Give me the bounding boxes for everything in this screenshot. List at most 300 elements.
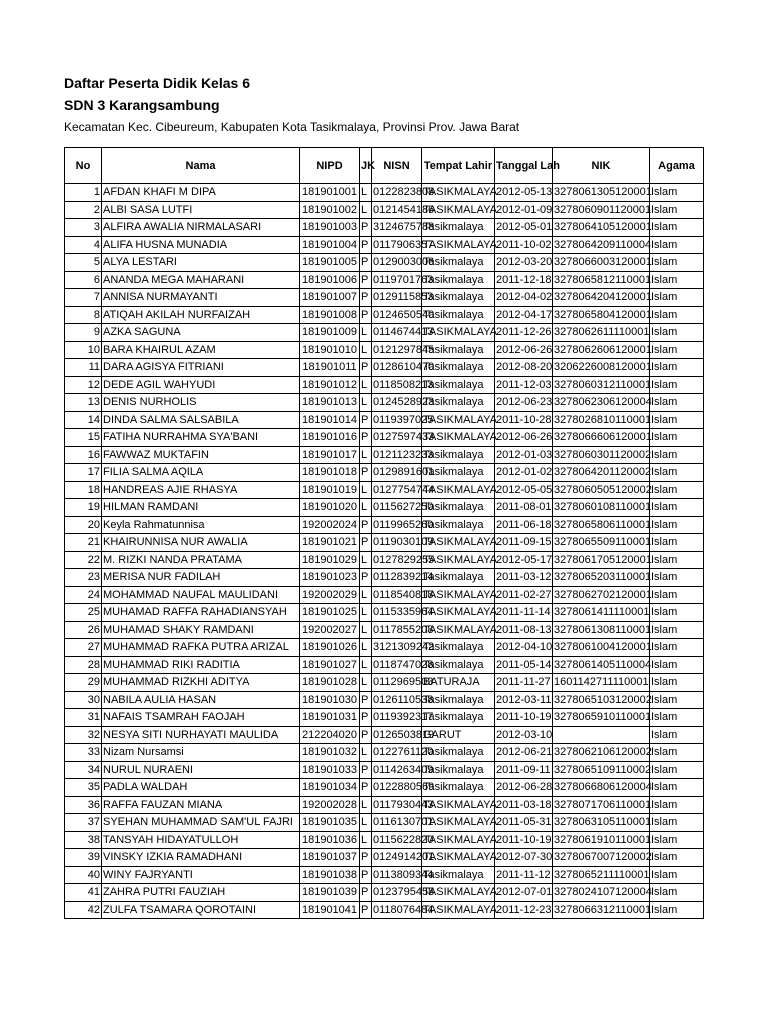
cell-tempat-lahir: Tasikmalaya (422, 219, 495, 237)
cell-agama: Islam (650, 306, 704, 324)
cell-no: 21 (65, 534, 102, 552)
cell-jk: L (360, 604, 372, 622)
cell-nipd: 181901002 (300, 201, 360, 219)
col-header-tempat-lahir: Tempat Lahir (422, 148, 495, 184)
cell-agama: Islam (650, 604, 704, 622)
cell-nama: WINY FAJRYANTI (102, 866, 300, 884)
cell-no: 40 (65, 866, 102, 884)
cell-agama: Islam (650, 324, 704, 342)
cell-tempat-lahir: TASIKMALAYA (422, 849, 495, 867)
cell-tanggal-lahir: 2011-12-18 (495, 271, 553, 289)
table-row (65, 411, 704, 429)
table-row (65, 341, 704, 359)
cell-nama: MUHAMAD SHAKY RAMDANI (102, 621, 300, 639)
cell-agama: Islam (650, 411, 704, 429)
cell-tempat-lahir: Tasikmalaya (422, 779, 495, 797)
cell-tempat-lahir: TASIKMALAYA (422, 551, 495, 569)
cell-no: 23 (65, 569, 102, 587)
cell-jk: P (360, 849, 372, 867)
cell-nama: Nizam Nursamsi (102, 744, 300, 762)
cell-agama: Islam (650, 849, 704, 867)
cell-nama: SYEHAN MUHAMMAD SAM'UL FAJRI (102, 814, 300, 832)
cell-nama: ALIFA HUSNA MUNADIA (102, 236, 300, 254)
cell-nipd: 192002024 (300, 516, 360, 534)
table-row (65, 674, 704, 692)
cell-nipd: 181901035 (300, 814, 360, 832)
cell-nik: 3278065211110001 (553, 866, 650, 884)
cell-tempat-lahir: Tasikmalaya (422, 691, 495, 709)
cell-no: 34 (65, 761, 102, 779)
cell-nik: 3278067007120002 (553, 849, 650, 867)
cell-nipd: 192002029 (300, 586, 360, 604)
table-row (65, 271, 704, 289)
cell-agama: Islam (650, 464, 704, 482)
cell-jk: P (360, 306, 372, 324)
cell-tempat-lahir: Tasikmalaya (422, 464, 495, 482)
cell-nama: HILMAN RAMDANI (102, 499, 300, 517)
cell-no: 10 (65, 341, 102, 359)
cell-tempat-lahir: TASIKMALAYA (422, 621, 495, 639)
cell-agama: Islam (650, 184, 704, 202)
cell-tempat-lahir: TASIKMALAYA (422, 236, 495, 254)
cell-nama: NAFAIS TSAMRAH FAOJAH (102, 709, 300, 727)
cell-nik: 3278060505120002 (553, 481, 650, 499)
cell-nik: 3278066606120001 (553, 429, 650, 447)
cell-tanggal-lahir: 2011-05-14 (495, 656, 553, 674)
table-row (65, 779, 704, 797)
cell-tempat-lahir: TASIKMALAYA (422, 586, 495, 604)
cell-jk: P (360, 534, 372, 552)
cell-nik: 3206226008120001 (553, 359, 650, 377)
school-name: SDN 3 Karangsambung (64, 97, 220, 113)
table-row (65, 516, 704, 534)
cell-nipd: 181901021 (300, 534, 360, 552)
cell-jk: L (360, 201, 372, 219)
cell-tempat-lahir: GARUT (422, 726, 495, 744)
cell-no: 30 (65, 691, 102, 709)
cell-no: 28 (65, 656, 102, 674)
cell-nik: 3278065109110002 (553, 761, 650, 779)
cell-tanggal-lahir: 2012-05-01 (495, 219, 553, 237)
cell-tanggal-lahir: 2011-11-12 (495, 866, 553, 884)
cell-tanggal-lahir: 2012-05-05 (495, 481, 553, 499)
cell-nama: AFDAN KHAFI M DIPA (102, 184, 300, 202)
cell-agama: Islam (650, 569, 704, 587)
table-row (65, 744, 704, 762)
cell-agama: Islam (650, 219, 704, 237)
cell-jk: L (360, 324, 372, 342)
cell-agama: Islam (650, 814, 704, 832)
cell-agama: Islam (650, 726, 704, 744)
cell-jk: L (360, 499, 372, 517)
cell-jk: L (360, 656, 372, 674)
table-row (65, 394, 704, 412)
cell-nisn: 0126110538 (372, 691, 422, 709)
cell-nipd: 181901016 (300, 429, 360, 447)
col-header-nama: Nama (102, 148, 300, 184)
cell-nipd: 181901012 (300, 376, 360, 394)
cell-nisn: 0112969503 (372, 674, 422, 692)
cell-nik: 3278065806110001 (553, 516, 650, 534)
cell-agama: Islam (650, 429, 704, 447)
cell-nama: DARA AGISYA FITRIANI (102, 359, 300, 377)
cell-tanggal-lahir: 2011-09-11 (495, 761, 553, 779)
cell-no: 8 (65, 306, 102, 324)
cell-nik: 3278065103120002 (553, 691, 650, 709)
cell-nama: MUHAMMAD RIKI RADITIA (102, 656, 300, 674)
cell-nisn: 0119030109 (372, 534, 422, 552)
cell-tempat-lahir: TASIKMALAYA (422, 411, 495, 429)
cell-no: 15 (65, 429, 102, 447)
cell-tanggal-lahir: 2012-06-26 (495, 341, 553, 359)
cell-no: 31 (65, 709, 102, 727)
cell-tempat-lahir: Tasikmalaya (422, 394, 495, 412)
cell-no: 37 (65, 814, 102, 832)
cell-tempat-lahir: Tasikmalaya (422, 656, 495, 674)
cell-nik: 3278065509110001 (553, 534, 650, 552)
cell-agama: Islam (650, 534, 704, 552)
table-row (65, 236, 704, 254)
table-row (65, 359, 704, 377)
cell-tanggal-lahir: 2012-03-20 (495, 254, 553, 272)
cell-jk: L (360, 744, 372, 762)
table-row (65, 884, 704, 902)
cell-no: 22 (65, 551, 102, 569)
cell-nama: FATIHA NURRAHMA SYA'BANI (102, 429, 300, 447)
cell-tanggal-lahir: 2011-10-28 (495, 411, 553, 429)
cell-agama: Islam (650, 709, 704, 727)
cell-nipd: 181901041 (300, 901, 360, 919)
cell-jk: P (360, 411, 372, 429)
cell-agama: Islam (650, 621, 704, 639)
cell-nama: ALFIRA AWALIA NIRMALASARI (102, 219, 300, 237)
col-header-nipd: NIPD (300, 148, 360, 184)
cell-tanggal-lahir: 2012-01-03 (495, 446, 553, 464)
table-row (65, 796, 704, 814)
cell-nipd: 181901001 (300, 184, 360, 202)
table-row (65, 691, 704, 709)
cell-agama: Islam (650, 481, 704, 499)
cell-jk: L (360, 341, 372, 359)
cell-jk: P (360, 219, 372, 237)
cell-nipd: 181901006 (300, 271, 360, 289)
cell-agama: Islam (650, 271, 704, 289)
document-header (64, 72, 519, 138)
cell-nama: NESYA SITI NURHAYATI MAULIDA (102, 726, 300, 744)
cell-tanggal-lahir: 2011-12-26 (495, 324, 553, 342)
cell-nama: ATIQAH AKILAH NURFAIZAH (102, 306, 300, 324)
cell-tanggal-lahir: 2011-12-03 (495, 376, 553, 394)
table-header-row (65, 148, 704, 184)
table-row (65, 709, 704, 727)
cell-nama: VINSKY IZKIA RAMADHANI (102, 849, 300, 867)
cell-nipd: 192002028 (300, 796, 360, 814)
cell-agama: Islam (650, 831, 704, 849)
cell-jk: P (360, 254, 372, 272)
cell-nisn: 0119701763 (372, 271, 422, 289)
cell-tanggal-lahir: 2011-11-14 (495, 604, 553, 622)
cell-nama: M. RIZKI NANDA PRATAMA (102, 551, 300, 569)
cell-nipd: 181901019 (300, 481, 360, 499)
col-header-no: No (65, 148, 102, 184)
cell-tempat-lahir: TASIKMALAYA (422, 901, 495, 919)
cell-nama: MOHAMMAD NAUFAL MAULIDANI (102, 586, 300, 604)
cell-nipd: 181901010 (300, 341, 360, 359)
cell-nisn: 0118747028 (372, 656, 422, 674)
cell-jk: L (360, 376, 372, 394)
cell-nik: 3278064209110004 (553, 236, 650, 254)
table-row (65, 814, 704, 832)
cell-nik: 3278061910110001 (553, 831, 650, 849)
cell-nisn: 0122880569 (372, 779, 422, 797)
cell-jk: P (360, 866, 372, 884)
cell-no: 14 (65, 411, 102, 429)
cell-nik: 3278065812110001 (553, 271, 650, 289)
cell-nama: ZULFA TSAMARA QOROTAINI (102, 901, 300, 919)
cell-nipd: 181901023 (300, 569, 360, 587)
col-header-nisn: NISN (372, 148, 422, 184)
cell-nipd: 181901011 (300, 359, 360, 377)
cell-tanggal-lahir: 2012-04-10 (495, 639, 553, 657)
table-row (65, 254, 704, 272)
cell-nik: 3278066806120004 (553, 779, 650, 797)
cell-nik: 3278060301120002 (553, 446, 650, 464)
cell-tempat-lahir: TASIKMALAYA (422, 814, 495, 832)
cell-nipd: 181901036 (300, 831, 360, 849)
cell-tanggal-lahir: 2011-02-27 (495, 586, 553, 604)
cell-tanggal-lahir: 2011-08-13 (495, 621, 553, 639)
cell-nisn: 0124650540 (372, 306, 422, 324)
cell-no: 25 (65, 604, 102, 622)
cell-jk: P (360, 516, 372, 534)
cell-nama: DEDE AGIL WAHYUDI (102, 376, 300, 394)
cell-tempat-lahir: Tasikmalaya (422, 359, 495, 377)
cell-no: 38 (65, 831, 102, 849)
cell-tanggal-lahir: 2012-03-10 (495, 726, 553, 744)
cell-nisn: 0122823808 (372, 184, 422, 202)
cell-agama: Islam (650, 586, 704, 604)
cell-nama: MERISA NUR FADILAH (102, 569, 300, 587)
table-row (65, 289, 704, 307)
cell-tempat-lahir: Tasikmalaya (422, 376, 495, 394)
student-table (64, 147, 704, 919)
cell-tempat-lahir: TASIKMALAYA (422, 884, 495, 902)
cell-nik: 3278026810110001 (553, 411, 650, 429)
cell-jk: L (360, 639, 372, 657)
col-header-agama: Agama (650, 148, 704, 184)
cell-nisn: 0124914201 (372, 849, 422, 867)
cell-jk: L (360, 481, 372, 499)
table-row (65, 429, 704, 447)
cell-nipd: 181901009 (300, 324, 360, 342)
cell-nik: 3278066003120001 (553, 254, 650, 272)
cell-no: 12 (65, 376, 102, 394)
cell-nik: 3278064105120001 (553, 219, 650, 237)
cell-nik: 1601142711110001 (553, 674, 650, 692)
cell-nama: FAWWAZ MUKTAFIN (102, 446, 300, 464)
cell-nik: 3278061411110001 (553, 604, 650, 622)
cell-jk: L (360, 184, 372, 202)
cell-nipd: 181901025 (300, 604, 360, 622)
cell-tempat-lahir: Tasikmalaya (422, 446, 495, 464)
cell-no: 16 (65, 446, 102, 464)
cell-nisn: 0119397025 (372, 411, 422, 429)
cell-nisn: 0119392317 (372, 709, 422, 727)
cell-nik: 3278062611110001 (553, 324, 650, 342)
cell-nisn: 0126503819 (372, 726, 422, 744)
table-row (65, 551, 704, 569)
cell-nik: 3278060312110001 (553, 376, 650, 394)
cell-nik: 3278062306120004 (553, 394, 650, 412)
cell-tempat-lahir: TASIKMALAYA (422, 604, 495, 622)
cell-nipd: 181901028 (300, 674, 360, 692)
cell-jk: P (360, 289, 372, 307)
cell-nisn: 0112839214 (372, 569, 422, 587)
table-row (65, 866, 704, 884)
cell-nisn: 0115335964 (372, 604, 422, 622)
table-row (65, 534, 704, 552)
cell-nama: ANANDA MEGA MAHARANI (102, 271, 300, 289)
cell-tempat-lahir: Tasikmalaya (422, 341, 495, 359)
cell-nipd: 181901005 (300, 254, 360, 272)
table-row (65, 306, 704, 324)
cell-no: 3 (65, 219, 102, 237)
cell-jk: L (360, 586, 372, 604)
cell-nipd: 212204020 (300, 726, 360, 744)
cell-tanggal-lahir: 2011-10-19 (495, 709, 553, 727)
cell-nama: MUHAMMAD RAFKA PUTRA ARIZAL (102, 639, 300, 657)
cell-nipd: 181901038 (300, 866, 360, 884)
page-title: Daftar Peserta Didik Kelas 6 (64, 75, 250, 91)
cell-nik: 3278062106120002 (553, 744, 650, 762)
cell-tanggal-lahir: 2012-04-02 (495, 289, 553, 307)
cell-jk: L (360, 831, 372, 849)
cell-tanggal-lahir: 2012-04-17 (495, 306, 553, 324)
cell-agama: Islam (650, 376, 704, 394)
cell-nisn: 0118540818 (372, 586, 422, 604)
cell-tanggal-lahir: 2011-05-31 (495, 814, 553, 832)
table-row (65, 324, 704, 342)
cell-no: 20 (65, 516, 102, 534)
cell-tanggal-lahir: 2012-03-11 (495, 691, 553, 709)
cell-tempat-lahir: TASIKMALAYA (422, 429, 495, 447)
cell-tempat-lahir: TASIKMALAYA (422, 324, 495, 342)
cell-nisn: 0117930443 (372, 796, 422, 814)
cell-nisn: 0113809344 (372, 866, 422, 884)
cell-no: 4 (65, 236, 102, 254)
cell-agama: Islam (650, 201, 704, 219)
cell-tempat-lahir: TASIKMALAYA (422, 201, 495, 219)
cell-nik: 3278065203110001 (553, 569, 650, 587)
cell-nisn: 0117906357 (372, 236, 422, 254)
cell-nipd: 192002027 (300, 621, 360, 639)
cell-tanggal-lahir: 2012-06-21 (495, 744, 553, 762)
cell-nik (553, 726, 650, 744)
cell-agama: Islam (650, 394, 704, 412)
cell-nisn: 0124528923 (372, 394, 422, 412)
cell-tanggal-lahir: 2011-03-18 (495, 796, 553, 814)
cell-tempat-lahir: Tasikmalaya (422, 569, 495, 587)
cell-tanggal-lahir: 2011-10-19 (495, 831, 553, 849)
cell-nama: Keyla Rahmatunnisa (102, 516, 300, 534)
cell-nisn: 0121454186 (372, 201, 422, 219)
cell-no: 33 (65, 744, 102, 762)
table-row (65, 761, 704, 779)
cell-jk: P (360, 464, 372, 482)
cell-jk: P (360, 709, 372, 727)
cell-no: 27 (65, 639, 102, 657)
cell-nipd: 181901004 (300, 236, 360, 254)
cell-nisn: 0117855208 (372, 621, 422, 639)
cell-agama: Islam (650, 516, 704, 534)
cell-tempat-lahir: Tasikmalaya (422, 271, 495, 289)
cell-jk: P (360, 726, 372, 744)
cell-agama: Islam (650, 639, 704, 657)
table-row (65, 726, 704, 744)
cell-nisn: 0128610470 (372, 359, 422, 377)
cell-jk: L (360, 394, 372, 412)
cell-no: 29 (65, 674, 102, 692)
table-row (65, 219, 704, 237)
table-row (65, 656, 704, 674)
cell-jk: P (360, 779, 372, 797)
cell-no: 5 (65, 254, 102, 272)
cell-tempat-lahir: TASIKMALAYA (422, 184, 495, 202)
cell-nipd: 181901026 (300, 639, 360, 657)
table-row (65, 849, 704, 867)
cell-nisn: 0129115853 (372, 289, 422, 307)
cell-nik: 3278063105110001 (553, 814, 650, 832)
table-row (65, 499, 704, 517)
cell-nama: NURUL NURAENI (102, 761, 300, 779)
cell-nama: MUHAMAD RAFFA RAHADIANSYAH (102, 604, 300, 622)
cell-nisn: 0129003006 (372, 254, 422, 272)
table-body (65, 184, 704, 919)
cell-nama: ZAHRA PUTRI FAUZIAH (102, 884, 300, 902)
cell-nisn: 0121123233 (372, 446, 422, 464)
cell-nipd: 181901027 (300, 656, 360, 674)
cell-no: 42 (65, 901, 102, 919)
cell-no: 13 (65, 394, 102, 412)
cell-tempat-lahir: TASIKMALAYA (422, 534, 495, 552)
cell-nama: DENIS NURHOLIS (102, 394, 300, 412)
cell-nipd: 181901034 (300, 779, 360, 797)
table-row (65, 446, 704, 464)
cell-no: 11 (65, 359, 102, 377)
cell-nama: MUHAMMAD RIZKHI ADITYA (102, 674, 300, 692)
cell-nik: 3278062606120001 (553, 341, 650, 359)
cell-jk: L (360, 796, 372, 814)
cell-nik: 3278061308110001 (553, 621, 650, 639)
cell-no: 18 (65, 481, 102, 499)
cell-tanggal-lahir: 2011-08-01 (495, 499, 553, 517)
table-row (65, 376, 704, 394)
cell-tanggal-lahir: 2012-06-28 (495, 779, 553, 797)
cell-no: 17 (65, 464, 102, 482)
table-row (65, 586, 704, 604)
cell-no: 6 (65, 271, 102, 289)
cell-tempat-lahir: Tasikmalaya (422, 709, 495, 727)
cell-no: 36 (65, 796, 102, 814)
cell-no: 1 (65, 184, 102, 202)
cell-tanggal-lahir: 2012-06-26 (495, 429, 553, 447)
cell-nipd: 181901017 (300, 446, 360, 464)
cell-nipd: 181901020 (300, 499, 360, 517)
cell-agama: Islam (650, 236, 704, 254)
cell-tanggal-lahir: 2012-01-02 (495, 464, 553, 482)
cell-jk: P (360, 901, 372, 919)
cell-no: 26 (65, 621, 102, 639)
